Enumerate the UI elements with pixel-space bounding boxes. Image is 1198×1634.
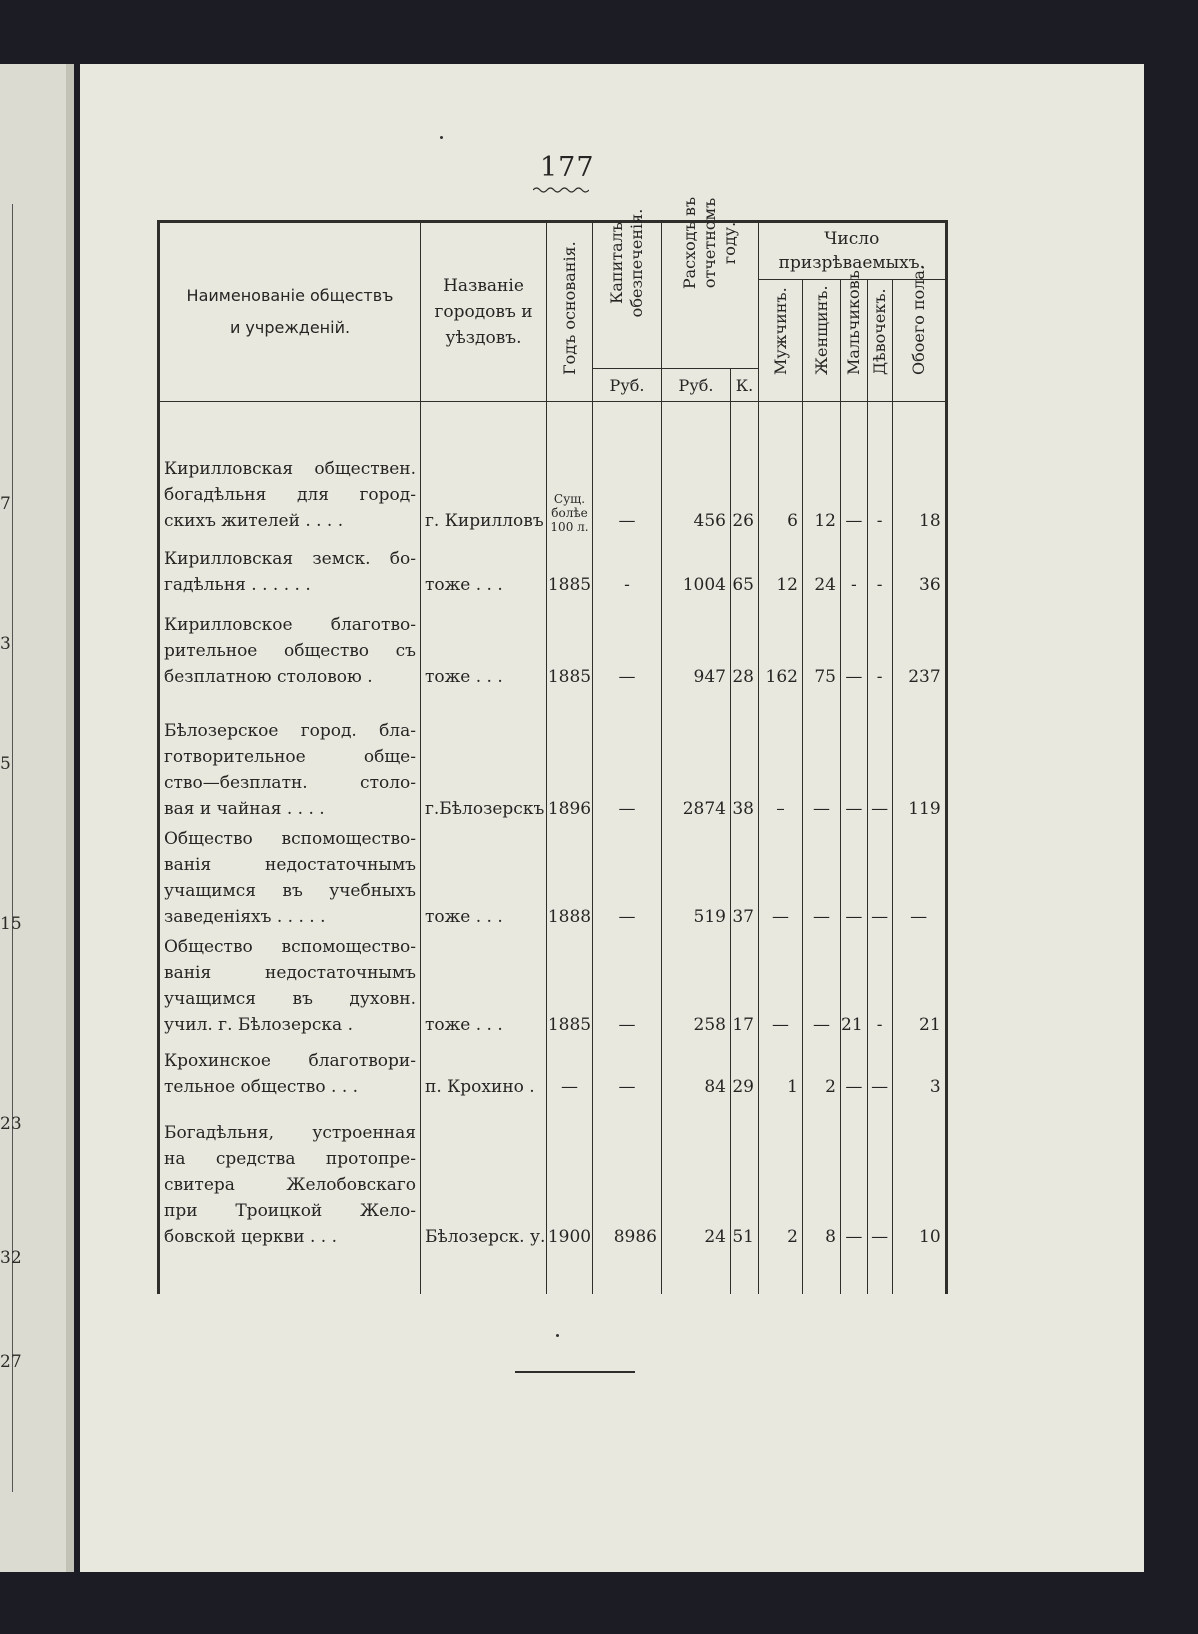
- header-charges-group: Число призрѣваемыхъ.: [759, 222, 947, 280]
- boys-cell: —: [841, 404, 868, 538]
- founded-cell: 1888: [547, 826, 593, 934]
- capital-cell: —: [593, 602, 662, 694]
- table-row: [159, 602, 947, 694]
- boys-cell: —: [841, 1104, 868, 1254]
- total-cell: 10: [892, 1104, 946, 1254]
- expense-kop-cell: 28: [731, 602, 759, 694]
- expense-rub-cell: 24: [662, 1104, 731, 1254]
- table-row: [159, 1104, 947, 1254]
- left-page-number: 3: [0, 634, 11, 654]
- women-cell: —: [803, 694, 841, 826]
- left-page-binding: [66, 64, 74, 1572]
- girls-cell: -: [867, 602, 892, 694]
- total-cell: 36: [892, 538, 946, 602]
- table-tail: [159, 1254, 947, 1294]
- expense-kop-cell: 17: [731, 934, 759, 1042]
- boys-cell: -: [841, 538, 868, 602]
- header-women: Женщинъ.: [803, 280, 841, 402]
- left-page-number: 32: [0, 1248, 22, 1268]
- girls-cell: —: [867, 694, 892, 826]
- city-cell: п. Крохино .: [421, 1042, 547, 1104]
- men-cell: 1: [759, 1042, 803, 1104]
- expense-rub-cell: 947: [662, 602, 731, 694]
- header-name: Наименованіе обществъ и учрежденій.: [159, 222, 421, 402]
- total-cell: 119: [892, 694, 946, 826]
- header-boys: Мальчиковъ: [841, 280, 868, 402]
- girls-cell: —: [867, 1104, 892, 1254]
- city-cell: Бѣлозерск. у.: [421, 1104, 547, 1254]
- girls-cell: -: [867, 934, 892, 1042]
- boys-cell: —: [841, 1042, 868, 1104]
- institution-name: Кирилловская земск. бо- гадѣльня . . . . . .: [159, 538, 421, 602]
- left-page-rule: [12, 204, 13, 1492]
- boys-cell: 21: [841, 934, 868, 1042]
- capital-cell: 8986: [593, 1104, 662, 1254]
- page-number: 177: [540, 152, 595, 183]
- total-cell: 18: [892, 404, 946, 538]
- header-total: Обоего пола.: [892, 280, 946, 402]
- left-page-number: 23: [0, 1114, 22, 1134]
- men-cell: 2: [759, 1104, 803, 1254]
- expense-rub-cell: 84: [662, 1042, 731, 1104]
- women-cell: 24: [803, 538, 841, 602]
- men-cell: 12: [759, 538, 803, 602]
- total-cell: 237: [892, 602, 946, 694]
- expense-kop-cell: 65: [731, 538, 759, 602]
- city-cell: тоже . . .: [421, 826, 547, 934]
- capital-cell: —: [593, 1042, 662, 1104]
- left-page-number: 15: [0, 914, 22, 934]
- table-row: [159, 404, 947, 538]
- men-cell: 162: [759, 602, 803, 694]
- men-cell: —: [759, 934, 803, 1042]
- boys-cell: —: [841, 602, 868, 694]
- end-rule: [515, 1371, 635, 1373]
- institution-name: Бѣлозерское город. бла- готворительное обще- ство—безплатн. столо- вая и чайная . . . .: [159, 694, 421, 826]
- institution-name: Богадѣльня, устроенная на средства протопре- свитера Желобовскаго при Троицкой Жело- бовской церкви . . .: [159, 1104, 421, 1254]
- boys-cell: —: [841, 826, 868, 934]
- founded-cell: 1896: [547, 694, 593, 826]
- header-capital: Капиталъ обезпеченія.: [593, 222, 662, 369]
- ornament-wave: [533, 186, 589, 194]
- header-expense: Расходъ въ отчетномъ году.: [662, 222, 759, 369]
- city-cell: г. Кирилловъ: [421, 404, 547, 538]
- header-city: Названіе городовъ и уѣздовъ.: [421, 222, 547, 402]
- capital-cell: —: [593, 404, 662, 538]
- expense-kop-cell: 38: [731, 694, 759, 826]
- founded-cell: 1885: [547, 538, 593, 602]
- header-founded: Годъ основанія.: [547, 222, 593, 402]
- founded-cell: 1885: [547, 602, 593, 694]
- header-girls: Дѣвочекъ.: [867, 280, 892, 402]
- table-row: [159, 694, 947, 826]
- girls-cell: -: [867, 404, 892, 538]
- print-speck: [440, 136, 443, 139]
- founded-cell: Сущ. болѣе 100 л.: [547, 404, 593, 538]
- expense-rub-cell: 519: [662, 826, 731, 934]
- men-cell: —: [759, 826, 803, 934]
- capital-cell: -: [593, 538, 662, 602]
- expense-kop-cell: 26: [731, 404, 759, 538]
- founded-cell: —: [547, 1042, 593, 1104]
- expense-kop-cell: 37: [731, 826, 759, 934]
- unit-rub: Руб.: [593, 369, 662, 402]
- charity-table: [157, 196, 948, 1294]
- total-cell: 3: [892, 1042, 946, 1104]
- expense-rub-cell: 1004: [662, 538, 731, 602]
- women-cell: 75: [803, 602, 841, 694]
- capital-cell: —: [593, 934, 662, 1042]
- total-cell: —: [892, 826, 946, 934]
- city-cell: тоже . . .: [421, 602, 547, 694]
- city-cell: тоже . . .: [421, 934, 547, 1042]
- expense-kop-cell: 29: [731, 1042, 759, 1104]
- women-cell: 2: [803, 1042, 841, 1104]
- header-men: Мужчинъ.: [759, 280, 803, 402]
- girls-cell: -: [867, 538, 892, 602]
- institution-name: Общество вспомощество- ванія недостаточнымъ учащимся въ учебныхъ заведеніяхъ . . . . .: [159, 826, 421, 934]
- institution-name: Кирилловская обществен. богадѣльня для город- скихъ жителей . . . .: [159, 404, 421, 538]
- women-cell: —: [803, 826, 841, 934]
- expense-rub-cell: 258: [662, 934, 731, 1042]
- women-cell: 8: [803, 1104, 841, 1254]
- unit-rub: Руб.: [662, 369, 731, 402]
- founded-cell: 1885: [547, 934, 593, 1042]
- women-cell: —: [803, 934, 841, 1042]
- girls-cell: —: [867, 1042, 892, 1104]
- table-row: [159, 934, 947, 1042]
- expense-kop-cell: 51: [731, 1104, 759, 1254]
- total-cell: 21: [892, 934, 946, 1042]
- left-page-number: 5: [0, 754, 11, 774]
- city-cell: тоже . . .: [421, 538, 547, 602]
- institution-name: Крохинское благотвори- тельное общество . . .: [159, 1042, 421, 1104]
- table-row: [159, 1042, 947, 1104]
- expense-rub-cell: 2874: [662, 694, 731, 826]
- boys-cell: —: [841, 694, 868, 826]
- expense-rub-cell: 456: [662, 404, 731, 538]
- table-row: [159, 538, 947, 602]
- left-page-edge: [0, 64, 74, 1572]
- founded-cell: 1900: [547, 1104, 593, 1254]
- girls-cell: —: [867, 826, 892, 934]
- city-cell: г.Бѣлозерскъ: [421, 694, 547, 826]
- left-page-number: 27: [0, 1352, 22, 1372]
- unit-kop: К.: [731, 369, 759, 402]
- capital-cell: —: [593, 694, 662, 826]
- left-page-number: 7: [0, 494, 11, 514]
- capital-cell: —: [593, 826, 662, 934]
- institution-name: Общество вспомощество- ванія недостаточнымъ учащимся въ духовн. учил. г. Бѣлозерска .: [159, 934, 421, 1042]
- print-speck: [556, 1334, 559, 1337]
- table-row: [159, 826, 947, 934]
- women-cell: 12: [803, 404, 841, 538]
- men-cell: –: [759, 694, 803, 826]
- institution-name: Кирилловское благотво- рительное общество съ безплатною столовою .: [159, 602, 421, 694]
- men-cell: 6: [759, 404, 803, 538]
